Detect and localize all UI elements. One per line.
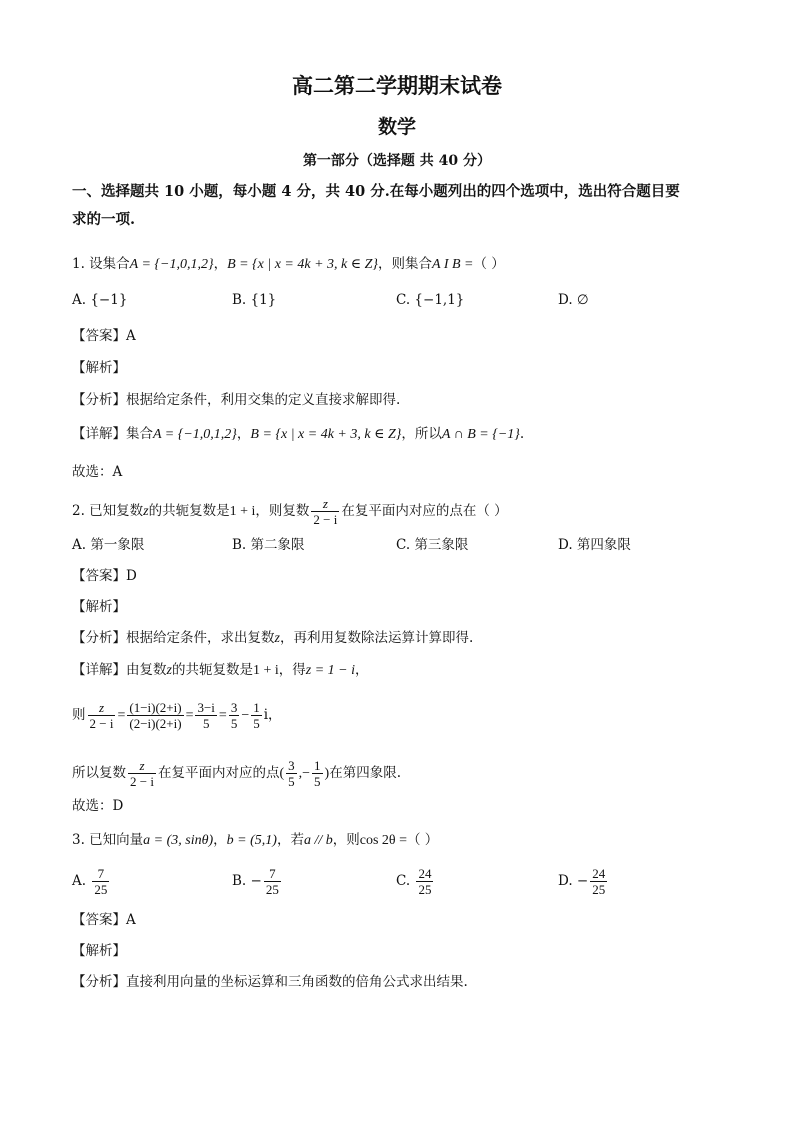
q2-point-x [286,758,297,789]
q3-option-c-den: 25 [418,882,432,897]
q3-option-b-frac [264,866,281,897]
q2-derivation: 则 $\frac{z}{2 - i}$ = $\frac{(1-i)(2+i)}{(2-i)(2+i)}$ = $\frac{3-i}{5}$ = $\frac{3}{5}$ − $\frac{1}{5}$ i， [72,700,282,731]
q1-detail-result: A ∩ B = {−1} [441,427,520,442]
q2-c-frac [128,758,156,789]
q2-detail-conj: 1 + i [252,663,279,678]
q3-sep: ， [213,832,227,848]
exam-subject: 数学 [377,116,416,138]
q3-cos-expr: cos 2θ = [359,833,407,848]
q3-option-a-den: 25 [94,882,108,897]
q1-stem-text2: ，则集合 [378,256,433,272]
q3-option-b-num: 7 [264,866,281,882]
q1-option-a: A. {−1} [72,292,128,308]
q2-detail [72,660,368,681]
q3-option-a [72,866,111,897]
q2-detail-eq: z = 1 − i [305,663,355,678]
q2-fenxi [72,628,473,649]
q2-option-c: C. 第三象限 [396,537,469,553]
q2-d-f2-num: (1−i)(2+i) [129,700,182,715]
q3-stem [72,830,438,851]
q2-analysis: 【解析】 [72,599,126,615]
q2-d-f5-num: 1 [253,700,260,715]
q1-comma: ， [213,256,228,272]
q2-d-f4-num: 3 [230,700,238,715]
q3-stem-text3: ，则 [332,832,360,848]
q2-d-f4-den: 5 [230,716,238,731]
q3-option-c-label: C. [396,873,411,889]
q2-d-f3-den: 5 [202,716,210,731]
q3-option-d-den: 25 [592,882,606,897]
q3-stem-text2: ，若 [276,832,304,848]
q2-frac-num: z [311,496,339,512]
q3-stem-text: 3. 已知向量 [72,832,144,848]
q3-analysis: 【解析】 [72,943,126,959]
q2-answer: 【答案】D [72,568,137,584]
q1-fenxi: 【分析】根据给定条件，利用交集的定义直接求解即得. [72,392,401,408]
q2-detail-end: ， [354,662,369,678]
q1-set-b: B = {x | x = 4k + 3, k ∈ Z} [227,257,379,272]
q2-conclusion-end: 在第四象限. [329,765,401,781]
q2-conclusion: 所以复数 $\frac{z}{2 - i}$ 在复平面内对应的点( $\frac{3}{5}$ ,− $\frac{1}{5}$ )在第四象限. [72,758,401,789]
q2-d-frac5 [251,700,262,731]
q3-option-d-num: 24 [592,866,606,881]
q2-z: z [143,504,149,519]
q2-detail-text3: ，得 [278,662,306,678]
q3-option-a-label: A. [72,873,87,889]
q2-fraction [311,496,339,527]
q2-derivation-lead: 则 [72,707,86,723]
q1-detail [72,424,524,445]
part-heading: 第一部分（选择题 共 40 分） [302,153,492,169]
q1-expr: A I B = [432,257,474,272]
q1-detail-text: 【详解】集合 [72,426,153,442]
q2-point-x-den: 5 [288,774,295,789]
q3-option-b [232,866,283,897]
q2-conclusion-text2: 在复平面内对应的点 [157,765,280,781]
q2-c-frac-den: 2 − i [130,774,154,789]
q3-option-a-num: 7 [92,866,109,882]
q2-fenxi-text: 【分析】根据给定条件，求出复数 [72,630,275,646]
q1-choice: 故选：A [72,464,123,480]
q2-d-f1-den: 2 − i [89,716,114,731]
q2-d-frac4 [229,700,240,731]
q3-paren: （ ） [407,832,439,848]
q2-detail-text: 【详解】由复数 [72,662,167,678]
q1-detail-set-b: B = {x | x = 4k + 3, k ∈ Z} [250,427,402,442]
q1-stem-text: 1. 设集合 [72,256,130,272]
q1-detail-end: . [519,426,525,442]
q2-frac-den: 2 − i [313,512,338,527]
q2-detail-z: z [166,663,172,678]
q2-stem-text4: 在复平面内对应的点在（ ） [341,503,508,519]
q3-vector-a: a = (3, sinθ) [143,833,214,848]
q2-d-f5-den: 5 [253,716,260,731]
q2-stem-text: 2. 已知复数 [72,503,144,519]
exam-title: 高二第二学期期末试卷 [292,73,502,98]
q2-c-frac-num: z [128,758,156,774]
q2-d-frac1 [88,700,116,731]
q1-paren: （ ） [473,256,505,272]
q1-set-a: A = {−1,0,1,2} [129,257,214,272]
q3-option-b-den: 25 [265,882,279,897]
q2-stem-text2: 的共轭复数是 [148,503,230,519]
q1-option-c: C. {−1,1} [396,292,465,308]
q3-parallel: a // b [303,833,333,848]
q1-answer: 【答案】A [72,328,136,344]
q2-point-y-num: 1 [314,758,321,773]
q1-detail-sep: ， [236,426,251,442]
q2-option-d: D. 第四象限 [558,537,631,553]
q2-d-f3-num: 3−i [197,700,215,715]
q3-option-c-num: 24 [418,866,432,881]
q1-stem [72,254,505,275]
q2-d-f2-den: (2−i)(2+i) [129,716,182,731]
q2-conj: 1 + i [229,504,256,519]
q3-option-c [396,866,435,897]
q2-stem [72,496,508,527]
q3-vector-b: b = (5,1) [226,833,277,848]
q2-conclusion-text: 所以复数 [72,765,126,781]
q1-analysis: 【解析】 [72,360,126,376]
q1-option-d: D. ∅ [558,292,589,308]
q2-d-frac2 [127,700,183,731]
q3-option-d [558,866,609,897]
section-instructions-line2: 求的一项. [72,211,136,228]
q2-detail-text2: 的共轭复数是 [171,662,253,678]
q1-detail-text2: ，所以 [401,426,442,442]
q2-option-b: B. 第二象限 [232,537,305,553]
q2-fenxi-z: z [274,631,280,646]
q2-fenxi-text2: ，再利用复数除法运算计算即得. [279,630,474,646]
q3-option-c-frac [416,866,433,897]
q2-option-a: A. 第一象限 [72,537,145,553]
q2-choice: 故选：D [72,798,124,814]
q3-option-d-label: D. − [558,873,589,889]
q1-option-b: B. {1} [232,292,277,308]
q2-d-f1-num: z [88,700,116,716]
q3-option-b-label: B. − [232,873,262,889]
q2-point-x-num: 3 [288,758,295,773]
q3-answer: 【答案】A [72,912,136,928]
q3-fenxi: 【分析】直接利用向量的坐标运算和三角函数的倍角公式求出结果. [72,974,468,990]
section-instructions-line1: 一、选择题共 10 小题，每小题 4 分，共 40 分.在每小题列出的四个选项中，选出符合题目要 [72,183,680,200]
q3-option-a-frac [92,866,109,897]
q3-option-d-frac [590,866,607,897]
q2-point-y [312,758,323,789]
q2-derivation-tail: i， [263,707,282,723]
q2-point-y-den: 5 [314,774,321,789]
q2-d-frac3 [195,700,216,731]
q1-detail-set-a: A = {−1,0,1,2} [153,427,237,442]
q2-stem-text3: ，则复数 [255,503,310,519]
